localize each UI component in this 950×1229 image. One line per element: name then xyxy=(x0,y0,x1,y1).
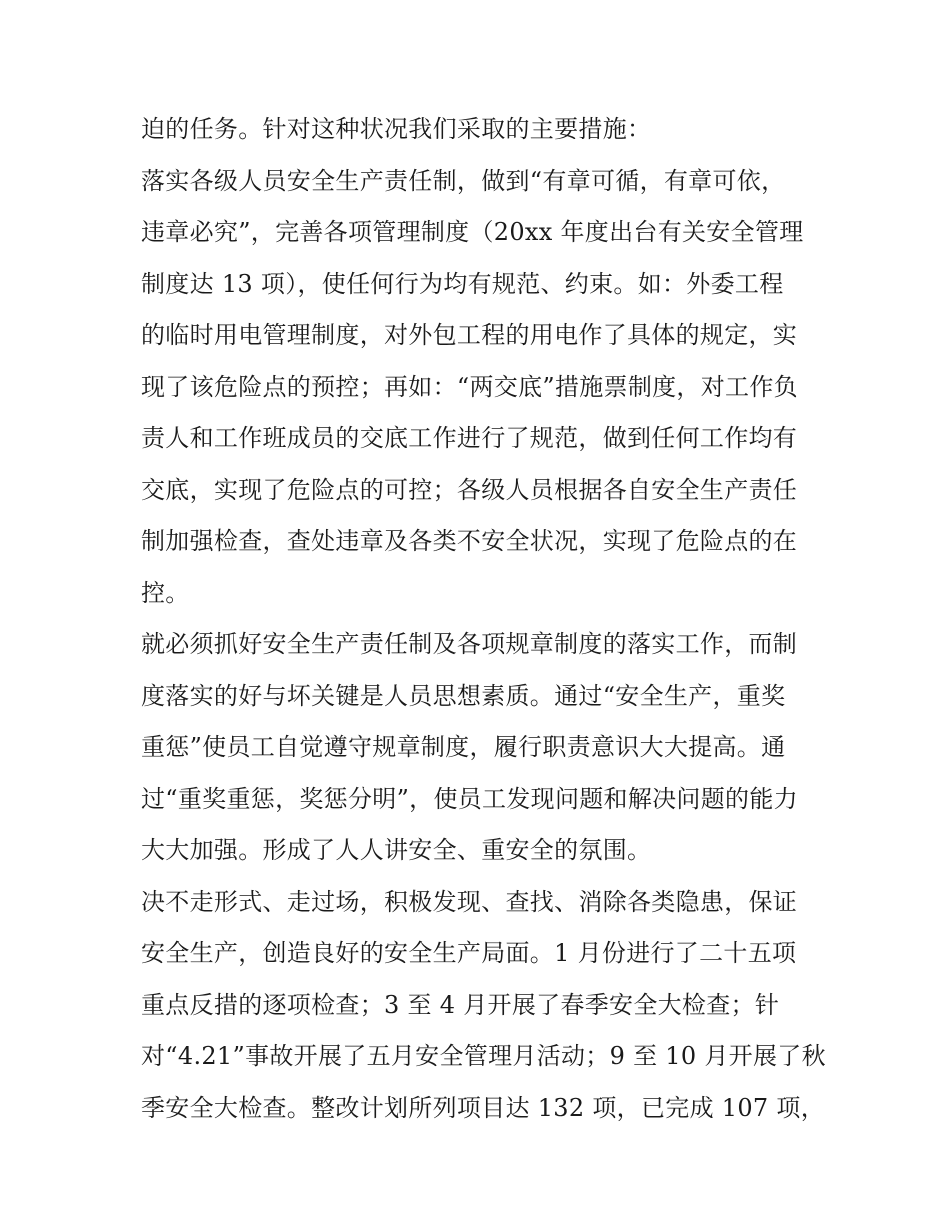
text-line: 大大加强。形成了人人讲安全、重安全的氛围。 xyxy=(141,836,652,864)
text-line: 重点反措的逐项检查；3 至 4 月开展了春季安全大检查；针 xyxy=(141,990,780,1019)
text-line: 控。 xyxy=(141,578,190,607)
text-line: 就必须抓好安全生产责任制及各项规章制度的落实工作，而制 xyxy=(141,630,798,658)
text-line: 现了该危险点的预控；再如：“两交底”措施票制度，对工作负 xyxy=(141,372,798,401)
text-line: 季安全大检查。整改计划所列项目达 132 项，已完成 107 项， xyxy=(141,1093,826,1122)
text-line: 重惩”使员工自觉遵守规章制度，履行职责意识大大提高。通 xyxy=(141,733,786,761)
text-line: 制加强检查，查处违章及各类不安全状况，实现了危险点的在 xyxy=(141,527,798,555)
text-line: 安全生产，创造良好的安全生产局面。1 月份进行了二十五项 xyxy=(141,939,797,967)
text-line: 交底，实现了危险点的可控；各级人员根据各自安全生产责任 xyxy=(141,475,798,504)
document-body xyxy=(141,104,826,1134)
text-line: 的临时用电管理制度，对外包工程的用电作了具体的规定，实 xyxy=(141,321,798,349)
text-line: 过“重奖重惩，奖惩分明”，使员工发现问题和解决问题的能力 xyxy=(141,784,798,813)
text-line: 违章必究”，完善各项管理制度（20xx 年度出台有关安全管理 xyxy=(141,218,804,246)
text-line: 对“4.21”事故开展了五月安全管理月活动；9 至 10 月开展了秋 xyxy=(141,1042,826,1070)
text-line: 决不走形式、走过场，积极发现、查找、消除各类隐患，保证 xyxy=(141,887,798,916)
text-line: 迫的任务。针对这种状况我们采取的主要措施： xyxy=(141,115,652,143)
text-line: 落实各级人员安全生产责任制，做到“有章可循，有章可依， xyxy=(141,166,786,195)
text-line: 责人和工作班成员的交底工作进行了规范，做到任何工作均有 xyxy=(141,424,798,452)
text-line: 度落实的好与坏关键是人员思想素质。通过“安全生产，重奖 xyxy=(141,681,786,710)
text-line: 制度达 13 项），使任何行为均有规范、约束。如：外委工程 xyxy=(141,269,784,298)
